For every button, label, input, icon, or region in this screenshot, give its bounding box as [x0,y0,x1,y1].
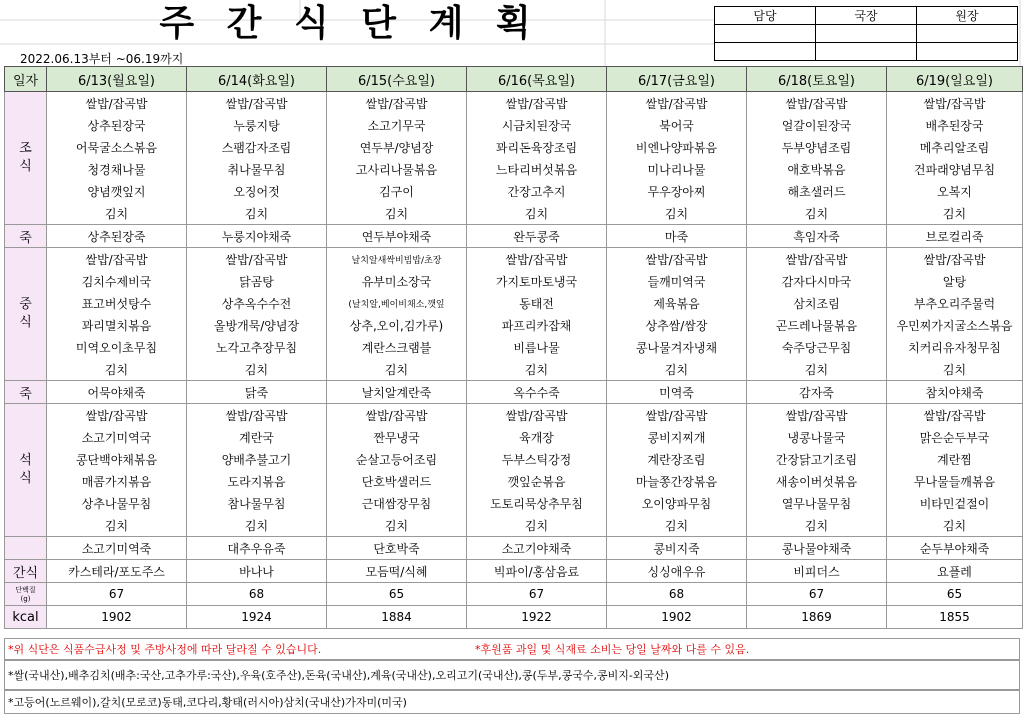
kcal-item: 1884 [327,606,467,629]
menu-item: 김치 [467,358,607,381]
porridge-item: 브로컬리죽 [887,225,1023,248]
day-header: 6/14(화요일) [187,67,327,92]
date-range: 2022.06.13부터 ~06.19까지 [20,52,184,66]
lunch-row [5,314,1023,336]
dinner-row [5,404,1023,427]
porridge-item: 미역죽 [607,381,747,404]
porridge-item: 어묵야채죽 [47,381,187,404]
sign-cell[interactable] [715,43,816,61]
menu-item: 오징어젓 [187,180,327,202]
menu-item: 표고버섯탕수 [47,292,187,314]
menu-item: 맑은순두부국 [887,426,1023,448]
dinner-row [5,426,1023,448]
origin-info-2: *고등어(노르웨이),갈치(모로코)동태,코다리,황태(러시아)삼치(국내산)가자미(미국) [4,690,1020,714]
kcal-item: 1902 [607,606,747,629]
lunch-row [5,270,1023,292]
menu-item: 도토리묵상추무침 [467,492,607,514]
menu-item: 쌀밥/잡곡밥 [607,92,747,115]
porridge-item: 대추우유죽 [187,537,327,560]
dinner-label: 석 식 [5,404,47,537]
porridge-label: 죽 [5,225,47,248]
menu-item: 북어국 [607,114,747,136]
menu-item: 쌀밥/잡곡밥 [747,248,887,271]
menu-item: 동태전 [467,292,607,314]
menu-item: 우민찌가지굴소스볶음 [887,314,1023,336]
menu-item: 상추나물무침 [47,492,187,514]
day-header: 6/19(일요일) [887,67,1023,92]
menu-item: 계란장조림 [607,448,747,470]
page-title: 주 간 식 단 계 획 [159,3,541,44]
porridge-item: 단호박죽 [327,537,467,560]
menu-item: 제육볶음 [607,292,747,314]
breakfast-row [5,114,1023,136]
menu-item: 쌀밥/잡곡밥 [187,248,327,271]
menu-item: 소고기무국 [327,114,467,136]
menu-item: 무우장아찌 [607,180,747,202]
menu-item: 날치알새싹비빔밥/초장 [327,248,467,271]
menu-item: 계란스크램블 [327,336,467,358]
menu-item: 노각고추장무침 [187,336,327,358]
menu-item: 김치 [187,514,327,537]
notice-menu-change: *위 식단은 식품수급사정 및 주방사정에 따라 달라질 수 있습니다. [8,643,322,656]
protein-item: 67 [47,583,187,606]
porridge-item: 흑임자죽 [747,225,887,248]
menu-item: 쌀밥/잡곡밥 [327,404,467,427]
menu-item: 느타리버섯볶음 [467,158,607,180]
menu-item: 파프리카잡채 [467,314,607,336]
day-header: 6/16(목요일) [467,67,607,92]
menu-item: 비엔나양파볶음 [607,136,747,158]
menu-item: 미역오이초무침 [47,336,187,358]
menu-item: 상추된장국 [47,114,187,136]
kcal-item: 1855 [887,606,1023,629]
menu-item: 누룽지탕 [187,114,327,136]
menu-item: 연두부/양념장 [327,136,467,158]
menu-item: 청경채나물 [47,158,187,180]
porridge-row [5,537,1023,560]
breakfast-row [5,92,1023,115]
menu-item: 쌀밥/잡곡밥 [327,92,467,115]
protein-item: 68 [607,583,747,606]
menu-item: 시금치된장국 [467,114,607,136]
menu-item: 소고기미역국 [47,426,187,448]
kcal-item: 1869 [747,606,887,629]
menu-item: 김치 [887,202,1023,225]
menu-item: 쌀밥/잡곡밥 [187,404,327,427]
snack-item: 카스테라/포도주스 [47,560,187,583]
menu-item: 냉콩나물국 [747,426,887,448]
menu-item: 김치 [47,514,187,537]
menu-item: 김치 [747,358,887,381]
menu-item: 쌀밥/잡곡밥 [467,248,607,271]
menu-item: 두부스틱강정 [467,448,607,470]
day-header: 6/15(수요일) [327,67,467,92]
menu-item: 메추리알조림 [887,136,1023,158]
menu-item: 부추오리주물럭 [887,292,1023,314]
protein-item: 67 [467,583,607,606]
menu-item: 비타민겉절이 [887,492,1023,514]
menu-item: 들깨미역국 [607,270,747,292]
menu-item: 배추된장국 [887,114,1023,136]
sign-cell[interactable] [715,25,816,43]
menu-item: 김치수제비국 [47,270,187,292]
menu-item: 쌀밥/잡곡밥 [47,404,187,427]
menu-item: 양념깻잎지 [47,180,187,202]
menu-item: 쌀밥/잡곡밥 [887,92,1023,115]
lunch-label: 중 식 [5,248,47,381]
menu-item: 김치 [887,514,1023,537]
weekly-menu-table [4,66,1023,629]
menu-item: 숙주당근무침 [747,336,887,358]
day-header: 6/17(금요일) [607,67,747,92]
snack-item: 빅파이/홍삼음료 [467,560,607,583]
dinner-row [5,492,1023,514]
menu-item: 마늘쫑간장볶음 [607,470,747,492]
menu-item: 쌀밥/잡곡밥 [187,92,327,115]
menu-item: 쌀밥/잡곡밥 [887,404,1023,427]
menu-item: 오이양파무침 [607,492,747,514]
porridge-item: 완두콩죽 [467,225,607,248]
menu-item: 순살고등어조림 [327,448,467,470]
day-header: 6/13(월요일) [47,67,187,92]
porridge-item: 마죽 [607,225,747,248]
menu-item: 짠무냉국 [327,426,467,448]
menu-item: 간장고추지 [467,180,607,202]
menu-item: 두부양념조림 [747,136,887,158]
snack-label: 간식 [5,560,47,583]
menu-item: 닭곰탕 [187,270,327,292]
menu-item: 김치 [467,514,607,537]
date-label: 일자 [5,67,47,92]
menu-item: 쌀밥/잡곡밥 [47,248,187,271]
menu-item: 어묵굴소스볶음 [47,136,187,158]
porridge-item: 콩나물야채죽 [747,537,887,560]
sign-cell[interactable] [917,43,1018,61]
menu-item: 양배추불고기 [187,448,327,470]
menu-item: 도라지볶음 [187,470,327,492]
kcal-item: 1924 [187,606,327,629]
menu-item: 김치 [327,202,467,225]
menu-item: 쌀밥/잡곡밥 [467,92,607,115]
sign-cell[interactable] [816,25,917,43]
porridge-item: 닭죽 [187,381,327,404]
approval-staff: 담당 [715,7,816,25]
protein-row [5,583,1023,606]
menu-item: 김치 [47,202,187,225]
breakfast-row [5,202,1023,225]
menu-item: 삼치조림 [747,292,887,314]
menu-item: 꽈리멸치볶음 [47,314,187,336]
menu-item: 단호박샐러드 [327,470,467,492]
menu-item: 얼갈이된장국 [747,114,887,136]
date-header-row [5,67,1023,92]
lunch-row [5,292,1023,314]
menu-item: 계란국 [187,426,327,448]
lunch-row [5,248,1023,271]
day-header: 6/18(토요일) [747,67,887,92]
menu-item: 열무나물무침 [747,492,887,514]
menu-item: 비름나물 [467,336,607,358]
menu-item: 김치 [607,514,747,537]
porridge-row [5,225,1023,248]
kcal-label: kcal [5,606,47,629]
menu-item: 상추쌈/쌈장 [607,314,747,336]
kcal-item: 1922 [467,606,607,629]
menu-item: 쌀밥/잡곡밥 [747,92,887,115]
menu-item: 깻잎순볶음 [467,470,607,492]
menu-item: 새송이버섯볶음 [747,470,887,492]
snack-item: 싱싱애우유 [607,560,747,583]
menu-item: 김치 [47,358,187,381]
kcal-item: 1902 [47,606,187,629]
porridge-label [5,537,47,560]
menu-item: 알탕 [887,270,1023,292]
menu-item: 쌀밥/잡곡밥 [747,404,887,427]
menu-item: 김치 [327,358,467,381]
porridge-label: 죽 [5,381,47,404]
dinner-row [5,448,1023,470]
dinner-row [5,470,1023,492]
protein-label: 단백질 (g) [5,583,47,606]
menu-item: 간장닭고기조림 [747,448,887,470]
breakfast-row [5,158,1023,180]
menu-item: 김치 [747,202,887,225]
menu-item: 고사리나물볶음 [327,158,467,180]
porridge-row [5,381,1023,404]
snack-item: 요플레 [887,560,1023,583]
menu-item: 건파래양념무침 [887,158,1023,180]
menu-item: 김치 [187,358,327,381]
menu-item: 오복지 [887,180,1023,202]
snack-item: 모듬떡/식혜 [327,560,467,583]
menu-item: 쌀밥/잡곡밥 [607,404,747,427]
porridge-item: 상추된장죽 [47,225,187,248]
origin-info-1: *쌀(국내산),배추김치(배추:국산,고추가루:국산),우육(호주산),돈육(국내산),계육(국내산),오리고기(국내산),콩(두부,콩국수,콩비지-외국산) [4,660,1020,690]
menu-item: 쌀밥/잡곡밥 [607,248,747,271]
menu-item: 무나물들깨볶음 [887,470,1023,492]
protein-item: 65 [327,583,467,606]
porridge-item: 옥수수죽 [467,381,607,404]
notice-donation: *후원품 과일 및 식재료 소비는 당일 날짜와 다를 수 있음. [475,643,750,656]
porridge-item: 날치알계란죽 [327,381,467,404]
porridge-item: 소고기야채죽 [467,537,607,560]
menu-item: 꽈리돈육장조림 [467,136,607,158]
kcal-row [5,606,1023,629]
menu-item: 매콤가지볶음 [47,470,187,492]
breakfast-label: 조 식 [5,92,47,225]
menu-item: 취나물무침 [187,158,327,180]
porridge-item: 연두부야채죽 [327,225,467,248]
menu-item: 스팸감자조림 [187,136,327,158]
menu-item: 콩나물겨자냉채 [607,336,747,358]
menu-item: 애호박볶음 [747,158,887,180]
menu-item: 김치 [607,202,747,225]
sign-cell[interactable] [917,25,1018,43]
porridge-item: 콩비지죽 [607,537,747,560]
porridge-item: 소고기미역죽 [47,537,187,560]
snack-row [5,560,1023,583]
menu-item: 해초샐러드 [747,180,887,202]
approval-box [714,6,1018,61]
menu-item: 김치 [607,358,747,381]
breakfast-row [5,136,1023,158]
porridge-item: 누룽지야채죽 [187,225,327,248]
menu-item: 콩비지찌개 [607,426,747,448]
snack-item: 바나나 [187,560,327,583]
breakfast-row [5,180,1023,202]
protein-item: 67 [747,583,887,606]
menu-item: 근대쌈장무침 [327,492,467,514]
menu-item: 콩단백야채볶음 [47,448,187,470]
menu-item: 감자다시마국 [747,270,887,292]
lunch-row [5,358,1023,381]
protein-item: 65 [887,583,1023,606]
menu-item: 유부미소장국 [327,270,467,292]
menu-item: 김구이 [327,180,467,202]
protein-item: 68 [187,583,327,606]
menu-item: 쌀밥/잡곡밥 [887,248,1023,271]
menu-item: 쌀밥/잡곡밥 [467,404,607,427]
lunch-row [5,336,1023,358]
menu-item: 김치 [747,514,887,537]
menu-item: 김치 [467,202,607,225]
menu-item: 쌀밥/잡곡밥 [47,92,187,115]
menu-item: 계란찜 [887,448,1023,470]
dinner-row [5,514,1023,537]
notice-row [4,638,1020,660]
menu-item: 김치 [187,202,327,225]
menu-item: 김치 [327,514,467,537]
sign-cell[interactable] [816,43,917,61]
approval-head: 원장 [917,7,1018,25]
menu-item: 육개장 [467,426,607,448]
snack-item: 비피더스 [747,560,887,583]
menu-item: 미나리나물 [607,158,747,180]
porridge-item: 참치야채죽 [887,381,1023,404]
menu-item: 김치 [887,358,1023,381]
porridge-item: 감자죽 [747,381,887,404]
menu-item: 참나물무침 [187,492,327,514]
menu-item: 치커리유자청무침 [887,336,1023,358]
menu-item: 곤드레나물볶음 [747,314,887,336]
menu-item: 올방개묵/양념장 [187,314,327,336]
porridge-item: 순두부야채죽 [887,537,1023,560]
menu-item: 상추,오이,김가루) [327,314,467,336]
approval-director: 국장 [816,7,917,25]
menu-item: 가지토마토냉국 [467,270,607,292]
menu-item: (날치알,베이비채소,깻잎 [327,292,467,314]
menu-item: 상추옥수수전 [187,292,327,314]
